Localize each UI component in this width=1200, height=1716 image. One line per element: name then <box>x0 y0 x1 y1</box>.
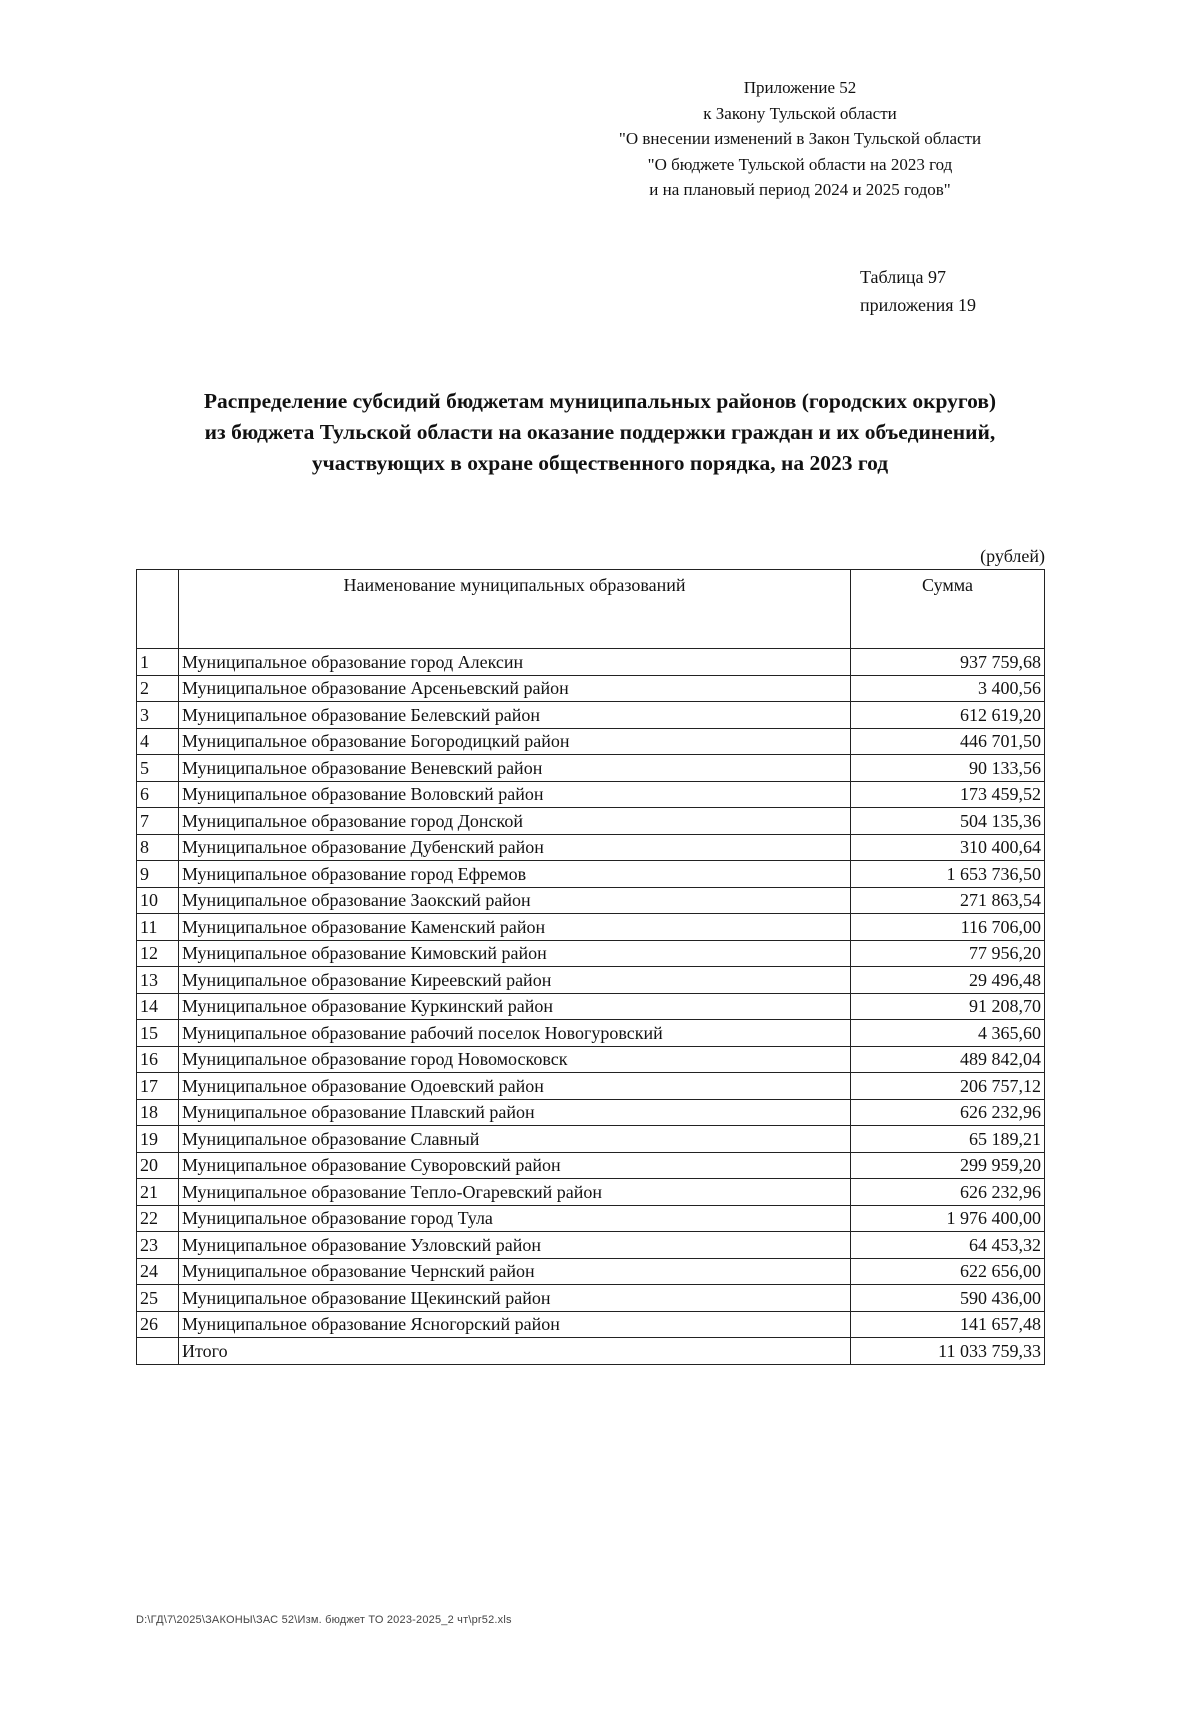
row-sum: 626 232,96 <box>851 1179 1045 1206</box>
row-name: Муниципальное образование Дубенский район <box>179 834 851 861</box>
row-sum: 299 959,20 <box>851 1152 1045 1179</box>
row-number: 17 <box>137 1073 179 1100</box>
row-name: Муниципальное образование Плавский район <box>179 1099 851 1126</box>
row-sum: 504 135,36 <box>851 808 1045 835</box>
row-name: Муниципальное образование рабочий поселок Новогуровский <box>179 1020 851 1047</box>
row-sum: 3 400,56 <box>851 675 1045 702</box>
row-name: Муниципальное образование Веневский район <box>179 755 851 782</box>
row-name: Муниципальное образование город Ефремов <box>179 861 851 888</box>
row-sum: 937 759,68 <box>851 649 1045 676</box>
row-number: 22 <box>137 1205 179 1232</box>
table-row <box>137 755 1045 782</box>
row-number: 21 <box>137 1179 179 1206</box>
table-row <box>137 1073 1045 1100</box>
row-sum: 91 208,70 <box>851 993 1045 1020</box>
table-row <box>137 834 1045 861</box>
row-sum: 90 133,56 <box>851 755 1045 782</box>
row-name: Муниципальное образование Арсеньевский район <box>179 675 851 702</box>
row-sum: 65 189,21 <box>851 1126 1045 1153</box>
row-name: Муниципальное образование Кимовский район <box>179 940 851 967</box>
row-sum: 626 232,96 <box>851 1099 1045 1126</box>
total-sum: 11 033 759,33 <box>851 1338 1045 1365</box>
header-name: Наименование муниципальных образований <box>179 570 851 649</box>
row-number: 5 <box>137 755 179 782</box>
row-number: 11 <box>137 914 179 941</box>
row-number: 6 <box>137 781 179 808</box>
row-name: Муниципальное образование Куркинский район <box>179 993 851 1020</box>
row-number: 3 <box>137 702 179 729</box>
row-number: 7 <box>137 808 179 835</box>
table-row <box>137 1046 1045 1073</box>
table-row <box>137 675 1045 702</box>
row-sum: 1 653 736,50 <box>851 861 1045 888</box>
total-label: Итого <box>179 1338 851 1365</box>
table-row <box>137 1258 1045 1285</box>
row-sum: 64 453,32 <box>851 1232 1045 1259</box>
table-row <box>137 861 1045 888</box>
row-name: Муниципальное образование Тепло-Огаревский район <box>179 1179 851 1206</box>
table-row <box>137 993 1045 1020</box>
subsidy-table <box>136 569 1045 1365</box>
title-line-2: из бюджета Тульской области на оказание поддержки граждан и их объединений, <box>204 420 996 444</box>
row-number: 24 <box>137 1258 179 1285</box>
table-row <box>137 781 1045 808</box>
table-row <box>137 1179 1045 1206</box>
row-name: Муниципальное образование Воловский район <box>179 781 851 808</box>
table-row <box>137 1020 1045 1047</box>
appendix-line-3: "О внесении изменений в Закон Тульской области <box>618 129 982 148</box>
row-name: Муниципальное образование Богородицкий район <box>179 728 851 755</box>
title-line-3: участвующих в охране общественного порядка, на 2023 год <box>311 451 889 475</box>
header-sum: Сумма <box>851 570 1045 649</box>
row-sum: 141 657,48 <box>851 1311 1045 1338</box>
file-path-footer: D:\ГД\7\2025\ЗАКОНЫ\ЗАС 52\Изм. бюджет ТО 2023-2025_2 чт\pr52.xls <box>136 1614 512 1626</box>
row-number: 12 <box>137 940 179 967</box>
appendix-line-5: и на плановый период 2024 и 2025 годов" <box>649 180 951 199</box>
table-row <box>137 1232 1045 1259</box>
row-number: 14 <box>137 993 179 1020</box>
row-name: Муниципальное образование Заокский район <box>179 887 851 914</box>
row-number: 10 <box>137 887 179 914</box>
header-num <box>137 570 179 649</box>
row-number: 23 <box>137 1232 179 1259</box>
row-sum: 612 619,20 <box>851 702 1045 729</box>
table-header-row <box>137 570 1045 649</box>
appendix-line-2: к Закону Тульской области <box>703 103 897 123</box>
row-number: 26 <box>137 1311 179 1338</box>
row-sum: 622 656,00 <box>851 1258 1045 1285</box>
table-row <box>137 914 1045 941</box>
row-sum: 489 842,04 <box>851 1046 1045 1073</box>
title-line-1: Распределение субсидий бюджетам муниципальных районов (городских округов) <box>203 389 997 413</box>
total-number <box>137 1338 179 1365</box>
table-row <box>137 728 1045 755</box>
row-name: Муниципальное образование Щекинский район <box>179 1285 851 1312</box>
row-sum: 1 976 400,00 <box>851 1205 1045 1232</box>
row-sum: 590 436,00 <box>851 1285 1045 1312</box>
table-row <box>137 967 1045 994</box>
table-row <box>137 1152 1045 1179</box>
row-sum: 116 706,00 <box>851 914 1045 941</box>
row-sum: 173 459,52 <box>851 781 1045 808</box>
table-row <box>137 649 1045 676</box>
table-ref-line-2: приложения 19 <box>860 295 977 315</box>
row-number: 2 <box>137 675 179 702</box>
table-row <box>137 1205 1045 1232</box>
row-name: Муниципальное образование Суворовский район <box>179 1152 851 1179</box>
table-row <box>137 1311 1045 1338</box>
row-number: 19 <box>137 1126 179 1153</box>
row-name: Муниципальное образование Киреевский район <box>179 967 851 994</box>
appendix-line-1: Приложение 52 <box>743 78 857 97</box>
row-sum: 77 956,20 <box>851 940 1045 967</box>
table-row <box>137 940 1045 967</box>
row-number: 8 <box>137 834 179 861</box>
row-sum: 4 365,60 <box>851 1020 1045 1047</box>
row-name: Муниципальное образование Чернский район <box>179 1258 851 1285</box>
row-number: 15 <box>137 1020 179 1047</box>
row-name: Муниципальное образование Каменский район <box>179 914 851 941</box>
row-name: Муниципальное образование Белевский район <box>179 702 851 729</box>
table-body <box>137 649 1045 1365</box>
row-number: 18 <box>137 1099 179 1126</box>
row-name: Муниципальное образование город Новомосковск <box>179 1046 851 1073</box>
row-number: 1 <box>137 649 179 676</box>
row-sum: 310 400,64 <box>851 834 1045 861</box>
row-sum: 206 757,12 <box>851 1073 1045 1100</box>
row-number: 16 <box>137 1046 179 1073</box>
row-number: 4 <box>137 728 179 755</box>
document-title <box>120 386 1080 479</box>
appendix-header <box>560 75 1040 203</box>
row-sum: 29 496,48 <box>851 967 1045 994</box>
row-sum: 271 863,54 <box>851 887 1045 914</box>
row-name: Муниципальное образование Узловский район <box>179 1232 851 1259</box>
row-name: Муниципальное образование Одоевский район <box>179 1073 851 1100</box>
row-name: Муниципальное образование город Алексин <box>179 649 851 676</box>
row-number: 13 <box>137 967 179 994</box>
row-name: Муниципальное образование Славный <box>179 1126 851 1153</box>
table-reference <box>860 263 1010 319</box>
table-row <box>137 808 1045 835</box>
row-name: Муниципальное образование город Донской <box>179 808 851 835</box>
row-sum: 446 701,50 <box>851 728 1045 755</box>
row-number: 20 <box>137 1152 179 1179</box>
table-row <box>137 1099 1045 1126</box>
table-row <box>137 1126 1045 1153</box>
row-number: 9 <box>137 861 179 888</box>
table-row <box>137 887 1045 914</box>
table-ref-line-1: Таблица 97 <box>860 267 946 287</box>
table-row <box>137 1285 1045 1312</box>
appendix-line-4: "О бюджете Тульской области на 2023 год <box>647 154 953 174</box>
table-row <box>137 702 1045 729</box>
unit-label: (рублей) <box>980 546 1045 566</box>
row-name: Муниципальное образование Ясногорский район <box>179 1311 851 1338</box>
row-name: Муниципальное образование город Тула <box>179 1205 851 1232</box>
row-number: 25 <box>137 1285 179 1312</box>
total-row <box>137 1338 1045 1365</box>
